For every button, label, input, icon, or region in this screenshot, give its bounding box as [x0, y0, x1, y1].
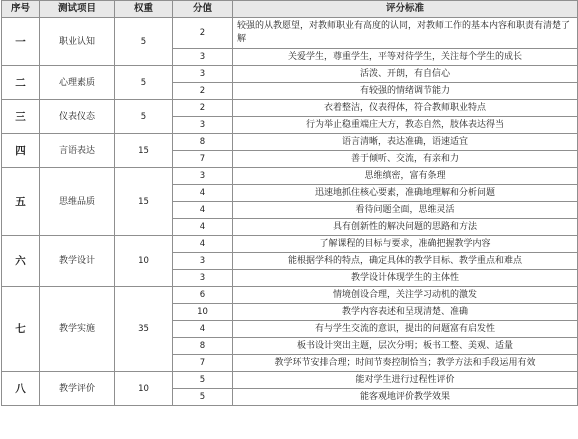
group-seq: 一 — [2, 18, 40, 66]
row-criteria: 看待问题全面，思维灵活 — [233, 202, 578, 219]
group-weight: 5 — [115, 18, 173, 66]
row-criteria: 关爱学生，尊重学生，平等对待学生，关注每个学生的成长 — [233, 49, 578, 66]
group-item: 心理素质 — [40, 66, 115, 100]
row-criteria: 迅速地抓住核心要素，准确地理解和分析问题 — [233, 185, 578, 202]
table-row — [2, 66, 578, 83]
header-seq: 序号 — [2, 1, 40, 18]
row-score: 8 — [173, 338, 233, 355]
group-weight: 15 — [115, 134, 173, 168]
row-score: 3 — [173, 49, 233, 66]
row-score: 4 — [173, 236, 233, 253]
header-row — [2, 1, 578, 18]
table-row — [2, 168, 578, 185]
row-score: 4 — [173, 185, 233, 202]
row-score: 8 — [173, 134, 233, 151]
header-score: 分值 — [173, 1, 233, 18]
row-score: 3 — [173, 117, 233, 134]
row-criteria: 能根据学科的特点，确定具体的教学目标、教学重点和难点 — [233, 253, 578, 270]
group-item: 仪表仪态 — [40, 100, 115, 134]
table-row — [2, 372, 578, 389]
row-score: 7 — [173, 355, 233, 372]
group-item: 职业认知 — [40, 18, 115, 66]
row-criteria: 衣着整洁，仪表得体，符合教师职业特点 — [233, 100, 578, 117]
row-criteria: 教学内容表述和呈现清楚、准确 — [233, 304, 578, 321]
row-criteria: 能客观地评价教学效果 — [233, 389, 578, 406]
row-score: 6 — [173, 287, 233, 304]
group-seq: 四 — [2, 134, 40, 168]
group-seq: 六 — [2, 236, 40, 287]
row-score: 5 — [173, 372, 233, 389]
row-score: 5 — [173, 389, 233, 406]
row-score: 3 — [173, 253, 233, 270]
table-row — [2, 236, 578, 253]
row-criteria: 具有创新性的解决问题的思路和方法 — [233, 219, 578, 236]
table-row — [2, 287, 578, 304]
group-seq: 八 — [2, 372, 40, 406]
group-weight: 5 — [115, 100, 173, 134]
table-row — [2, 100, 578, 117]
header-weight: 权重 — [115, 1, 173, 18]
row-criteria: 思维缜密，富有条理 — [233, 168, 578, 185]
row-score: 3 — [173, 270, 233, 287]
row-score: 10 — [173, 304, 233, 321]
group-seq: 二 — [2, 66, 40, 100]
row-score: 4 — [173, 321, 233, 338]
row-criteria: 能对学生进行过程性评价 — [233, 372, 578, 389]
group-weight: 35 — [115, 287, 173, 372]
group-item: 教学实施 — [40, 287, 115, 372]
group-weight: 5 — [115, 66, 173, 100]
row-score: 3 — [173, 66, 233, 83]
row-criteria: 板书设计突出主题，层次分明；板书工整、美观、适量 — [233, 338, 578, 355]
group-item: 思维品质 — [40, 168, 115, 236]
row-criteria: 语言清晰，表达准确，语速适宜 — [233, 134, 578, 151]
group-item: 言语表达 — [40, 134, 115, 168]
row-criteria: 活泼、开朗，有自信心 — [233, 66, 578, 83]
row-criteria: 有与学生交流的意识，提出的问题富有启发性 — [233, 321, 578, 338]
row-score: 4 — [173, 202, 233, 219]
row-criteria: 教学设计体现学生的主体性 — [233, 270, 578, 287]
group-item: 教学设计 — [40, 236, 115, 287]
row-score: 3 — [173, 168, 233, 185]
header-criteria: 评分标准 — [233, 1, 578, 18]
row-criteria: 教学环节安排合理；时间节奏控制恰当；教学方法和手段运用有效 — [233, 355, 578, 372]
row-criteria: 行为举止稳重端庄大方，教态自然，肢体表达得当 — [233, 117, 578, 134]
row-score: 2 — [173, 83, 233, 100]
row-criteria: 情境创设合理，关注学习动机的激发 — [233, 287, 578, 304]
row-score: 2 — [173, 18, 233, 49]
group-seq: 五 — [2, 168, 40, 236]
scoring-table — [1, 0, 578, 406]
table-row — [2, 18, 578, 49]
group-item: 教学评价 — [40, 372, 115, 406]
row-criteria: 了解课程的目标与要求，准确把握教学内容 — [233, 236, 578, 253]
header-item: 测试项目 — [40, 1, 115, 18]
group-weight: 10 — [115, 372, 173, 406]
row-score: 4 — [173, 219, 233, 236]
group-seq: 三 — [2, 100, 40, 134]
row-score: 7 — [173, 151, 233, 168]
table-row — [2, 134, 578, 151]
group-weight: 10 — [115, 236, 173, 287]
group-seq: 七 — [2, 287, 40, 372]
row-score: 2 — [173, 100, 233, 117]
group-weight: 15 — [115, 168, 173, 236]
row-criteria: 有较强的情绪调节能力 — [233, 83, 578, 100]
row-criteria: 较强的从教愿望，对教师职业有高度的认同，对教师工作的基本内容和职责有清楚了解 — [233, 18, 578, 49]
row-criteria: 善于倾听、交流，有亲和力 — [233, 151, 578, 168]
